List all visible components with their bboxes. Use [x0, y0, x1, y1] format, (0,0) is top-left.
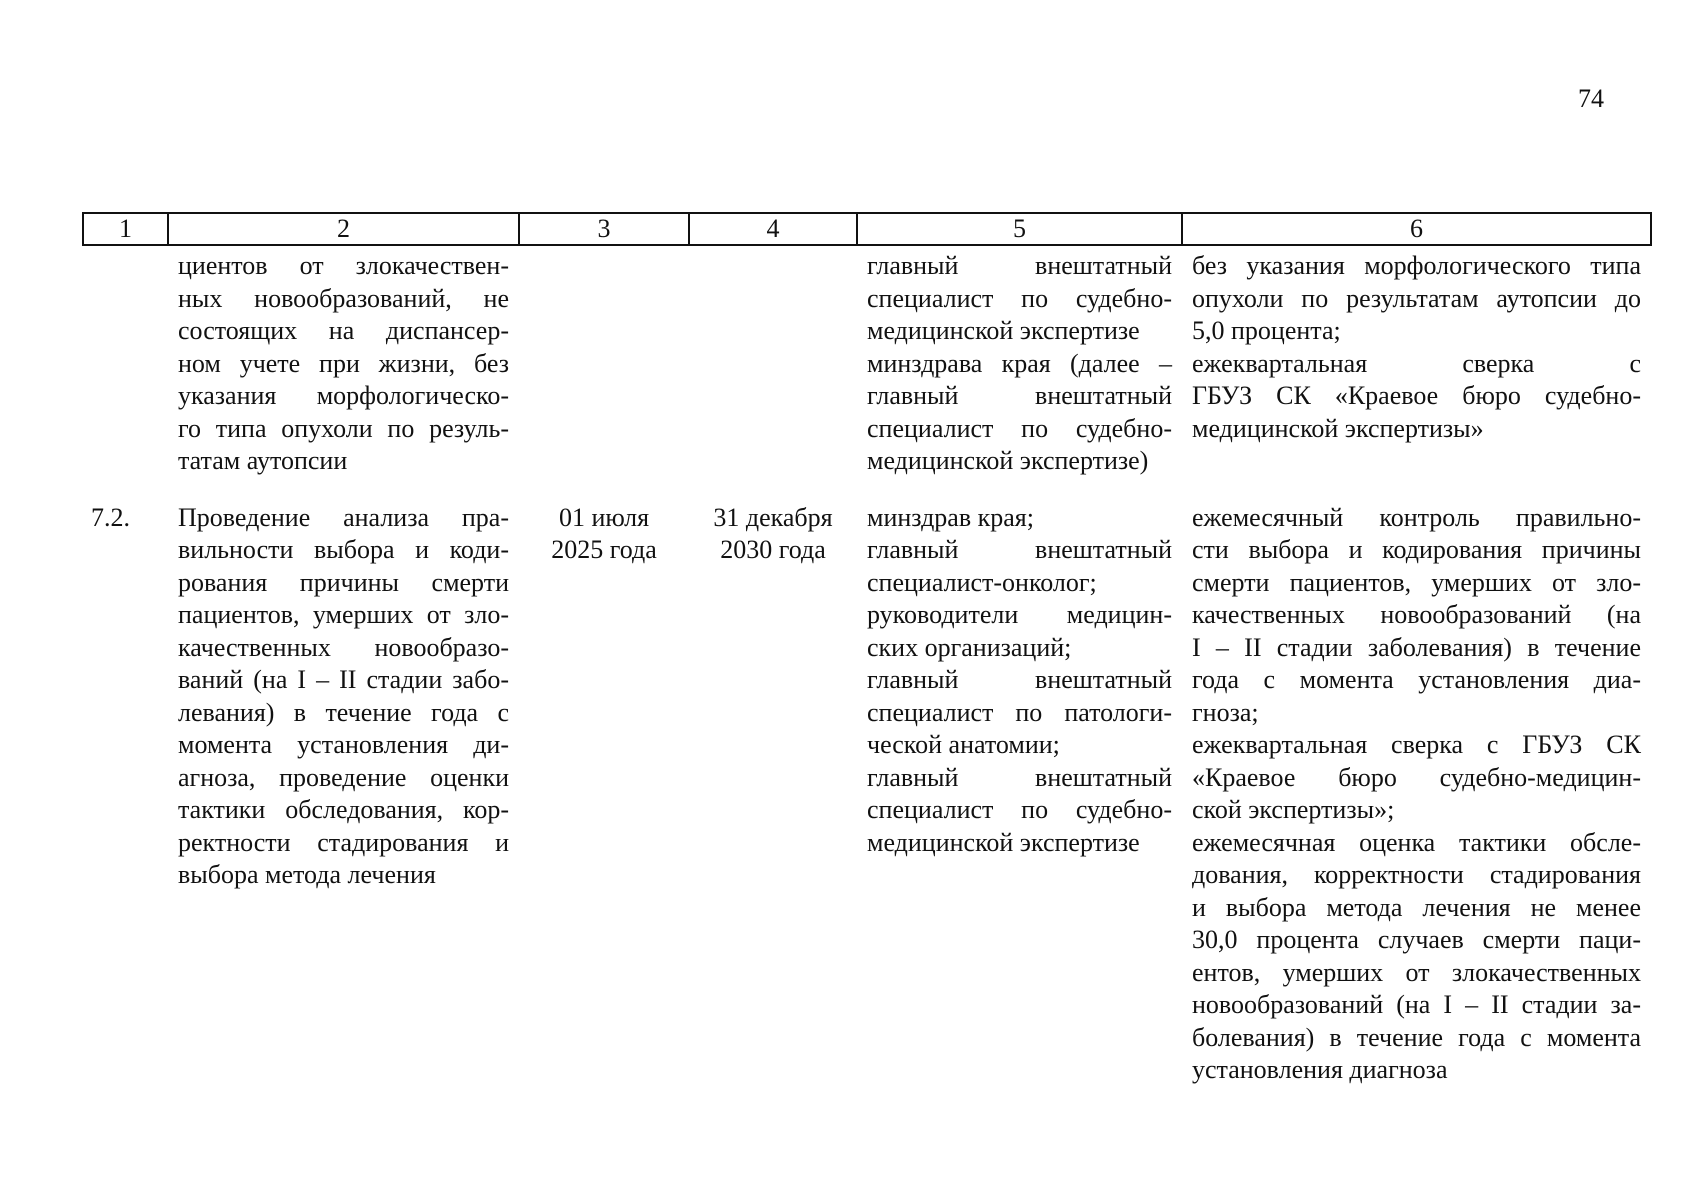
text-line: ских организаций; — [867, 632, 1072, 662]
text-line: специалист по судебно- — [867, 283, 1172, 313]
text-line: опухоли по результатам аутопсии до — [1192, 283, 1641, 313]
text-line: I – II стадии заболевания) в течение — [1192, 632, 1641, 662]
text-line: болевания) в течение года с момента — [1192, 1022, 1641, 1052]
text-line: специалист-онколог; — [867, 567, 1097, 597]
text-line: специалист по судебно- — [867, 413, 1172, 443]
text-line: ГБУЗ СК «Краевое бюро судебно- — [1192, 381, 1641, 410]
text-line: 31 декабря — [713, 502, 833, 532]
text-line: ных новообразований, не — [178, 283, 509, 313]
table-row — [83, 502, 1651, 1087]
text-line: «Краевое бюро судебно-медицин- — [1192, 762, 1641, 792]
start-date-cell — [519, 245, 689, 502]
text-line: левания) в течение года с — [178, 697, 509, 727]
text-line: 30,0 процента случаев смерти паци- — [1192, 925, 1641, 954]
row-number — [83, 245, 168, 502]
text-line: главный внештатный — [867, 665, 1172, 694]
table-row — [83, 245, 1651, 502]
text-line: состоящих на диспансер- — [178, 316, 509, 345]
text-line: ежемесячный контроль правильно- — [1192, 502, 1641, 532]
text-line: ном учете при жизни, без — [178, 348, 509, 378]
text-line: 5,0 процента; — [1192, 316, 1341, 345]
text-line: ежеквартальная сверка с ГБУЗ СК — [1192, 730, 1641, 759]
responsible-cell — [857, 502, 1182, 1087]
header-col-2: 2 — [168, 213, 519, 245]
text-line: установления диагноза — [1192, 1055, 1448, 1084]
header-col-6: 6 — [1182, 213, 1651, 245]
result-cell — [1182, 245, 1651, 502]
header-col-5: 5 — [857, 213, 1182, 245]
table-header — [83, 213, 1651, 245]
text-line: указания морфологическо- — [178, 381, 509, 410]
plan-table — [82, 212, 1652, 1087]
text-line: 2025 года — [551, 535, 657, 564]
text-line: без указания морфологического типа — [1192, 251, 1641, 280]
text-line: ежеквартальная сверка с — [1192, 348, 1641, 378]
text-line: дования, корректности стадирования — [1192, 860, 1641, 889]
page-number: 74 — [1578, 84, 1604, 113]
text-line: выбора метода лечения — [178, 860, 436, 889]
text-line: циентов от злокачествен- — [178, 251, 509, 280]
text-line: главный внештатный — [867, 381, 1172, 410]
text-line: года с момента установления диа- — [1192, 665, 1641, 694]
text-line: смерти пациентов, умерших от зло- — [1192, 567, 1641, 597]
text-line: агноза, проведение оценки — [178, 762, 509, 792]
text-line: ческой анатомии; — [867, 730, 1060, 759]
text-line: Проведение анализа пра- — [178, 502, 509, 532]
measure-cell — [168, 502, 519, 1087]
measure-cell — [168, 245, 519, 502]
text-line: момента установления ди- — [178, 730, 509, 759]
text-line: специалист по судебно- — [867, 795, 1172, 824]
header-col-4: 4 — [689, 213, 857, 245]
text-line: го типа опухоли по резуль- — [178, 413, 509, 443]
header-col-3: 3 — [519, 213, 689, 245]
text-line: минздрава края (далее – — [867, 348, 1172, 378]
text-line: пациентов, умерших от зло- — [178, 600, 509, 629]
text-line: тактики обследования, кор- — [178, 795, 509, 824]
result-cell — [1182, 502, 1651, 1087]
text-line: минздрав края; — [867, 502, 1034, 532]
text-line: татам аутопсии — [178, 446, 348, 475]
start-date-cell — [519, 502, 689, 1087]
text-line: 2030 года — [720, 535, 826, 564]
text-line: и выбора метода лечения не менее — [1192, 892, 1641, 922]
text-line: качественных новообразо- — [178, 632, 509, 662]
text-line: ежемесячная оценка тактики обсле- — [1192, 827, 1641, 857]
text-line: качественных новообразований (на — [1192, 600, 1641, 629]
text-line: 01 июля — [558, 502, 650, 532]
responsible-cell — [857, 245, 1182, 502]
text-line: медицинской экспертизе — [867, 827, 1140, 857]
text-line: вильности выбора и коди- — [178, 535, 509, 564]
text-line: главный внештатный — [867, 535, 1172, 564]
text-line: сти выбора и кодирования причины — [1192, 535, 1641, 564]
text-line: медицинской экспертизе — [867, 316, 1140, 345]
row-number: 7.2. — [91, 502, 130, 532]
text-line: главный внештатный — [867, 762, 1172, 792]
text-line: ской экспертизы»; — [1192, 795, 1395, 824]
end-date-cell — [689, 502, 857, 1087]
text-line: ректности стадирования и — [178, 827, 509, 857]
text-line: гноза; — [1192, 697, 1259, 727]
text-line: главный внештатный — [867, 251, 1172, 280]
text-line: медицинской экспертизе) — [867, 446, 1149, 475]
text-line: рования причины смерти — [178, 567, 509, 597]
text-line: ваний (на I – II стадии забо- — [178, 665, 509, 694]
text-line: медицинской экспертизы» — [1192, 413, 1484, 443]
header-col-1: 1 — [83, 213, 168, 245]
text-line: специалист по патологи- — [867, 697, 1172, 727]
text-line: руководители медицин- — [867, 600, 1172, 629]
header-row — [83, 213, 1651, 245]
text-line: ентов, умерших от злокачественных — [1192, 957, 1641, 987]
end-date-cell — [689, 245, 857, 502]
text-line: новообразований (на I – II стадии за- — [1192, 990, 1641, 1019]
